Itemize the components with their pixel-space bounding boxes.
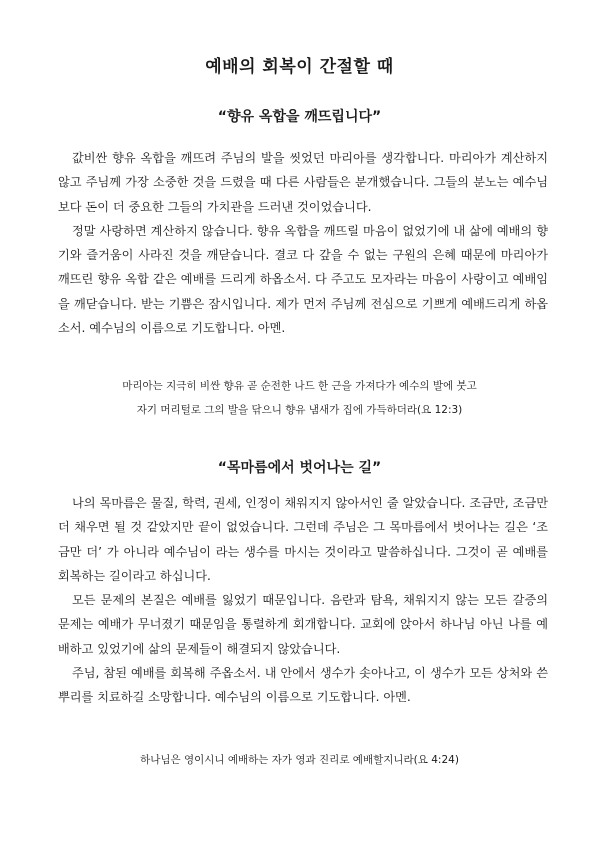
section1-verse-line: 자기 머리털로 그의 발을 닦으니 향유 냄새가 집에 가득하더라(요 12:3) — [136, 404, 463, 416]
section1-body — [58, 146, 548, 340]
section2-verse — [0, 748, 599, 772]
section2-paragraph: 모든 문제의 본질은 예배를 잃었기 때문입니다. 음란과 탐욕, 채워지지 않는 모든 갈증의 문제는 예배가 무너졌기 때문임을 통렬하게 회개합니다. 교회에 앉아서 하나님 아닌 나를 예배하고 있었기에 삶의 문제들이 해결되지 않았습니다. — [58, 593, 548, 656]
section2-paragraph: 주님, 참된 예배를 회복해 주옵소서. 내 안에서 생수가 솟아나고, 이 생수가 모든 상처와 쓴 뿌리를 치료하길 소망합니다. 예수님의 이름으로 기도합니다. 아멘. — [58, 666, 548, 705]
section2-body — [58, 491, 548, 710]
section2-paragraph: 나의 목마름은 물질, 학력, 권세, 인정이 채워지지 않아서인 줄 알았습니다. 조금만, 조금만 더 채우면 될 것 같았지만 끝이 없었습니다. 그런데 주님은 그 목마름에서 벗어나는 길은 ‘조금만 더’ 가 아니라 예수님이 라는 생수를 마시는 것이라고 말씀하십니다. 그것이 곧 예배를 회복하는 길이라고 하십니다. — [58, 496, 548, 583]
section1-paragraph: 값비싼 향유 옥합을 깨뜨려 주님의 발을 씻었던 마리아를 생각합니다. 마리아가 계산하지 않고 주님께 가장 소중한 것을 드렸을 때 다른 사람들은 분개했습니다. 그들의 분노는 예수님보다 돈이 더 중요한 그들의 가치관을 드러낸 것이었습니다. — [58, 151, 548, 214]
section1-paragraph: 정말 사랑하면 계산하지 않습니다. 향유 옥합을 깨뜨릴 마음이 없었기에 내 삶에 예배의 향기와 즐거움이 사라진 것을 깨닫습니다. 결코 다 갚을 수 없는 구원의 은혜 때문에 마리아가 깨뜨린 향유 옥합 같은 예배를 드리게 하옵소서. 다 주고도 모자라는 마음이 사랑이고 예배임을 깨닫습니다. 받는 기쁨은 잠시입니다. 제가 먼저 주님께 전심으로 기쁘게 예배드리게 하옵소서. 예수님의 이름으로 기도합니다. 아멘. — [58, 223, 548, 336]
section2-verse-line: 하나님은 영이시니 예배하는 자가 영과 진리로 예배할지니라(요 4:24) — [140, 754, 459, 766]
section1-verse — [0, 374, 599, 422]
section2-subtitle: “목마름에서 벗어나는 길” — [217, 460, 382, 476]
section1-verse-line: 마리아는 지극히 비싼 향유 곧 순전한 나드 한 근을 가져다가 예수의 발에 붓고 — [122, 380, 477, 392]
page-title: 예배의 회복이 간절할 때 — [205, 57, 394, 77]
section1-subtitle: “향유 옥합을 깨뜨립니다” — [217, 109, 382, 125]
